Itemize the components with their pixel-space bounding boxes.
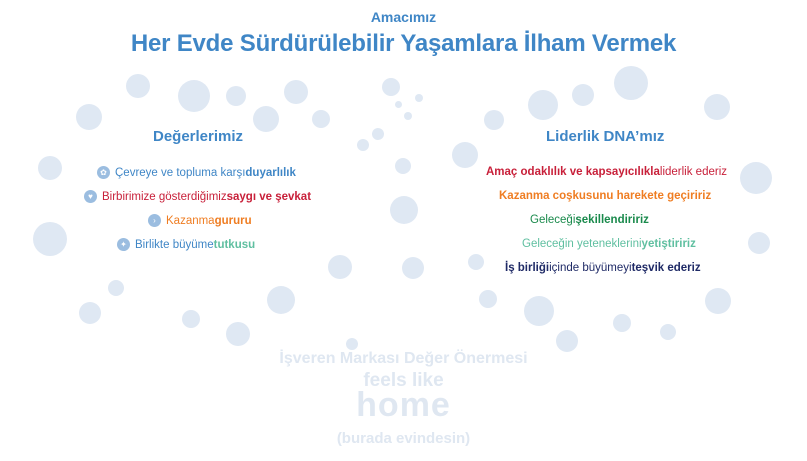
bubble: [614, 66, 648, 100]
arrow-icon: ›: [148, 214, 161, 227]
purpose-eyebrow: Amacımız: [370, 9, 437, 25]
bubble: [76, 104, 102, 130]
bubble: [704, 94, 730, 120]
bubble: [484, 110, 504, 130]
bubble: [572, 84, 594, 106]
values-item-text: Çevreye ve topluma karşı: [115, 166, 246, 179]
leadership-item: [522, 238, 696, 250]
bubble: [404, 112, 412, 120]
bubble: [415, 94, 423, 102]
bubble: [346, 338, 358, 350]
leadership-item: [505, 262, 701, 274]
leadership-item-text: Geleceğin yeteneklerini: [522, 238, 642, 250]
purpose-headline: Her Evde Sürdürülebilir Yaşamlara İlham Vermek: [130, 30, 677, 57]
leadership-item: [486, 166, 727, 178]
bubble: [705, 288, 731, 314]
bubble: [452, 142, 478, 168]
bubble: [740, 162, 772, 194]
bubble: [226, 86, 246, 106]
values-item-emphasis: tutkusu: [213, 238, 256, 251]
leadership-item-emphasis: yetiştiririz: [641, 238, 696, 250]
values-item: [117, 238, 255, 251]
bubble: [402, 257, 424, 279]
bubble: [267, 286, 295, 314]
bubble: [395, 158, 411, 174]
bubble: [372, 128, 384, 140]
bubble: [126, 74, 150, 98]
bubble: [556, 330, 578, 352]
values-item: [148, 214, 252, 227]
feels-like-text: feels like: [363, 370, 444, 391]
bubble: [284, 80, 308, 104]
bubble: [528, 90, 558, 120]
leadership-item-emphasis-2: teşvik ederiz: [631, 262, 701, 274]
leadership-item-text: Geleceği: [530, 214, 576, 226]
values-item: [97, 166, 296, 179]
values-item-text: Birlikte büyüme: [135, 238, 214, 251]
leadership-item-emphasis: Amaç odaklılık ve kapsayıcılıkla: [486, 166, 660, 178]
bubble: [748, 232, 770, 254]
values-title: Değerlerimiz: [153, 128, 244, 145]
bubble: [524, 296, 554, 326]
leadership-item: [530, 214, 649, 226]
bubble: [178, 80, 210, 112]
values-item-emphasis: gururu: [214, 214, 252, 227]
values-item-text: Kazanma: [166, 214, 215, 227]
bubble: [108, 280, 124, 296]
heart-icon: ♥: [84, 190, 97, 203]
home-wordmark: home: [356, 386, 451, 424]
leadership-item-emphasis: Kazanma coşkusunu harekete geçiririz: [499, 190, 712, 202]
bubble: [253, 106, 279, 132]
leadership-title: Liderlik DNA’mız: [546, 128, 665, 145]
employer-brand-label: İşveren Markası Değer Önermesi: [279, 350, 528, 367]
bubble: [226, 322, 250, 346]
bubble: [390, 196, 418, 224]
bubble: [357, 139, 369, 151]
leadership-item-text: liderlik ederiz: [659, 166, 727, 178]
bubble: [328, 255, 352, 279]
bubble: [182, 310, 200, 328]
growth-icon: ✦: [117, 238, 130, 251]
bubble: [33, 222, 67, 256]
bubble: [660, 324, 676, 340]
values-item-emphasis: saygı ve şevkat: [226, 190, 312, 203]
bubble: [395, 101, 402, 108]
bubble: [38, 156, 62, 180]
values-item-emphasis: duyarlılık: [245, 166, 296, 179]
leadership-item-emphasis: şekillendiririz: [575, 214, 649, 226]
bubble: [613, 314, 631, 332]
leaf-icon: ✿: [97, 166, 110, 179]
bubble: [312, 110, 330, 128]
bubble: [79, 302, 101, 324]
tagline-text: (burada evindesin): [336, 430, 471, 447]
bubble: [479, 290, 497, 308]
leadership-item-emphasis: İş birliği: [505, 262, 550, 274]
values-item-text: Birbirimize gösterdiğimiz: [102, 190, 227, 203]
values-item: [84, 190, 311, 203]
leadership-item-text: içinde büyümeyi: [549, 262, 632, 274]
bubble: [382, 78, 400, 96]
leadership-item: [499, 190, 711, 202]
bubble: [468, 254, 484, 270]
